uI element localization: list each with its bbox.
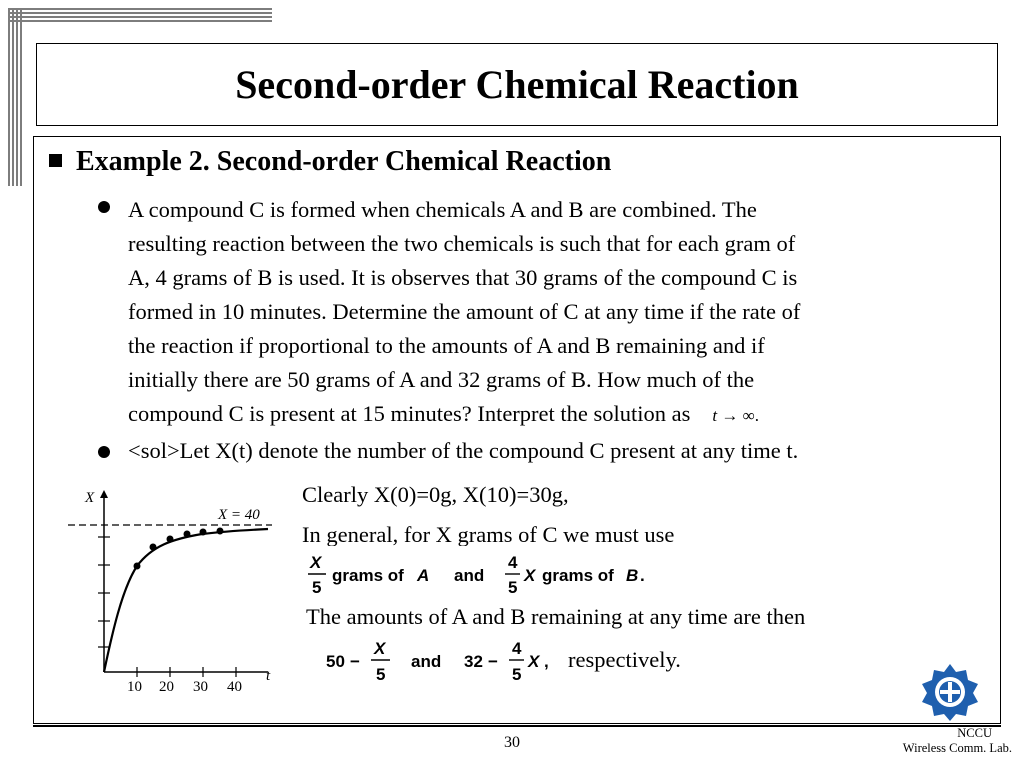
rem-var-x: X (528, 652, 540, 671)
var-b: B (626, 566, 639, 585)
bullet-dot-icon (98, 201, 110, 213)
example-heading-text: Example 2. Second-order Chemical Reaction (76, 146, 612, 177)
paragraph-line: the reaction if proportional to the amounts of A and B remaining and if (128, 333, 765, 358)
square-bullet-icon (49, 154, 62, 167)
b-const: 32 (464, 652, 483, 671)
initial-conditions: Clearly X(0)=0g, X(10)=30g, (302, 482, 569, 507)
paragraph-line: initially there are 50 grams of A and 32 grams of B. How much of the (128, 367, 755, 392)
limit-period: . (754, 406, 759, 425)
frac2-text: grams of (542, 566, 614, 585)
rem-frac2-den: 5 (512, 665, 522, 684)
title-box (36, 43, 998, 126)
frac1-text: grams of (332, 566, 404, 585)
end-period: . (640, 566, 645, 585)
paragraph-line: A compound C is formed when chemicals A and B are combined. The (128, 197, 757, 222)
frac1-den: 5 (312, 578, 322, 597)
limit-arrow: → (721, 406, 739, 425)
rem-frac1-num: X (374, 639, 386, 658)
y-axis-arrow (100, 490, 108, 498)
rem-and: and (411, 652, 442, 671)
paragraph-line: formed in 10 minutes. Determine the amount of C at any time if the rate of (128, 299, 801, 324)
x-tick-label: 40 (227, 679, 242, 695)
growth-graph (42, 484, 280, 698)
general-line: In general, for X grams of C we must use (302, 522, 675, 546)
paragraph-line: resulting reaction between the two chemicals is such that for each gram of (128, 231, 796, 256)
y-axis-label: X (85, 490, 95, 506)
minus-1: − (350, 652, 360, 671)
fraction-expression (304, 548, 664, 600)
x-axis-label: t (266, 668, 271, 684)
a-const: 50 (326, 652, 345, 671)
problem-paragraph (128, 193, 988, 433)
remaining-line: The amounts of A and B remaining at any time are then (306, 604, 806, 629)
page-number: 30 (504, 734, 520, 751)
lab-name-text: Wireless Comm. Lab. (902, 741, 1012, 755)
rem-frac1-den: 5 (376, 665, 386, 684)
and-text: and (454, 566, 485, 585)
frac2-den: 5 (508, 578, 518, 597)
growth-curve (104, 529, 268, 672)
limit-var: t (712, 406, 718, 425)
lab-name (903, 726, 1012, 756)
rem-frac2-num: 4 (512, 639, 522, 658)
asymptote-label: X = 40 (218, 507, 260, 523)
paragraph-line: A, 4 grams of B is used. It is observes that 30 grams of the compound C is (128, 265, 798, 290)
footer-rule (33, 725, 1001, 727)
example-heading (49, 146, 611, 178)
bullet-dot-icon (98, 446, 110, 458)
paragraph-line (128, 397, 988, 433)
var-x: X (524, 566, 536, 585)
paragraph-line-text: compound C is present at 15 minutes? Interpret the solution as (128, 401, 691, 426)
respectively-text: respectively. (568, 647, 681, 672)
x-tick-label: 30 (193, 679, 208, 695)
rem-comma: , (544, 652, 549, 671)
minus-2: − (488, 652, 498, 671)
frac1-num: X (310, 553, 322, 572)
logo-caption: NCCU (957, 726, 992, 740)
limit-infinity: ∞ (742, 406, 755, 425)
frac2-num: 4 (508, 553, 518, 572)
nccu-logo-icon (918, 662, 982, 722)
x-tick-label: 10 (127, 679, 142, 695)
remaining-expression (322, 634, 562, 688)
limit-expression (712, 406, 759, 425)
solution-line: <sol>Let X(t) denote the number of the compound C present at any time t. (128, 438, 799, 463)
x-tick-label: 20 (159, 679, 174, 695)
var-a: A (417, 566, 430, 585)
slide-title: Second-order Chemical Reaction (235, 62, 799, 107)
